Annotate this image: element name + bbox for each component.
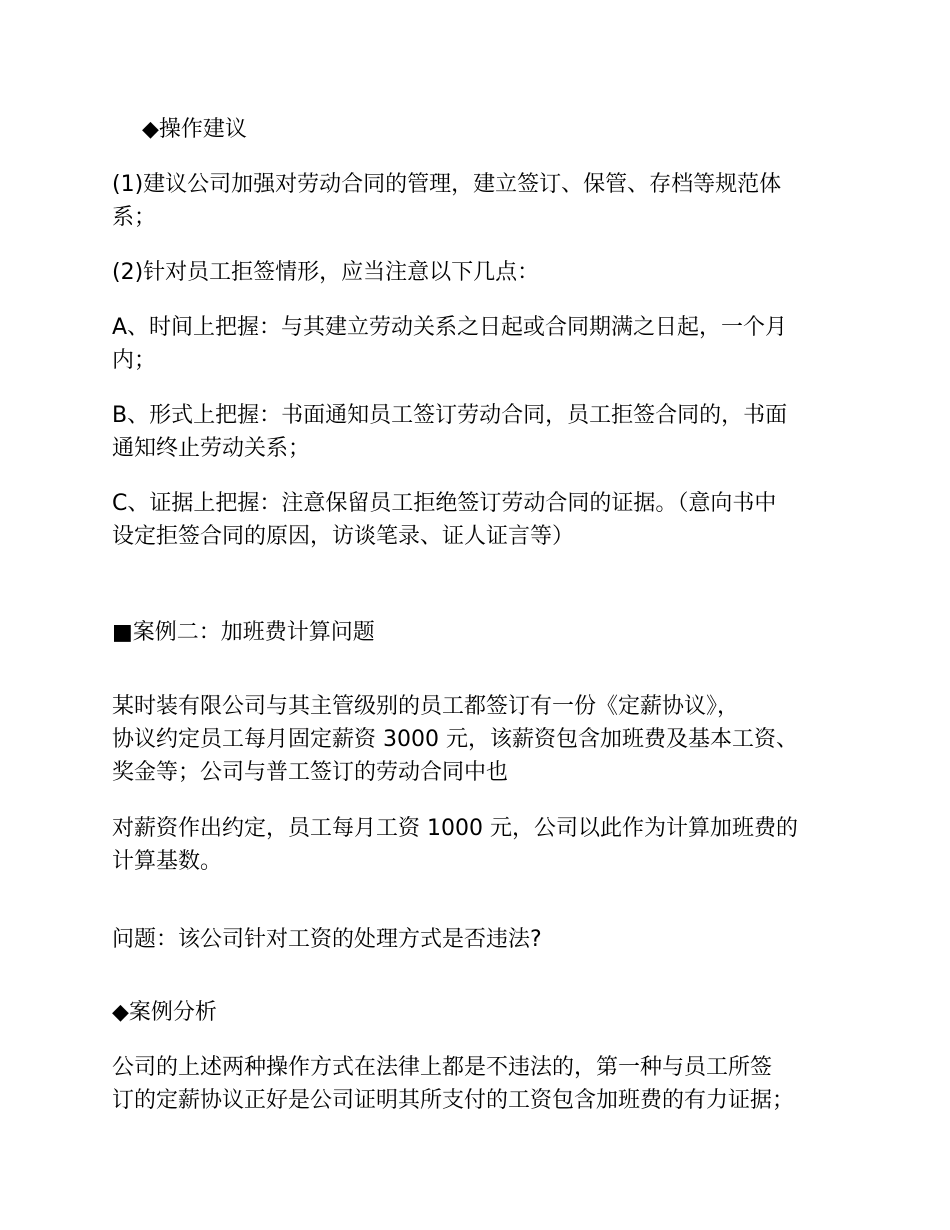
question-line: 问题：该公司针对工资的处理方式是否违法? xyxy=(112,927,542,952)
point-b-line-1: B、形式上把握：书面通知员工签订劳动合同，员工拒签合同的，书面 xyxy=(112,403,788,428)
point-a-line-2: 内； xyxy=(112,348,157,373)
suggestion-2: (2)针对员工拒签情形，应当注意以下几点： xyxy=(112,260,540,285)
suggestion-1-line-2: 系； xyxy=(112,205,157,230)
analysis-line-2: 订的定薪协议正好是公司证明其所支付的工资包含加班费的有力证据； xyxy=(112,1088,795,1113)
point-b-line-2: 通知终止劳动关系； xyxy=(112,436,311,461)
case-paragraph-1-line-3: 奖金等；公司与普工签订的劳动合同中也 xyxy=(112,760,509,785)
point-c-line-1: C、证据上把握：注意保留员工拒绝签订劳动合同的证据。（意向书中 xyxy=(112,491,777,516)
analysis-line-1: 公司的上述两种操作方式在法律上都是不违法的，第一种与员工所签 xyxy=(112,1055,773,1080)
case-paragraph-2-line-1: 对薪资作出约定，员工每月工资 1000 元，公司以此作为计算加班费的 xyxy=(112,816,798,841)
operation-suggestion-heading: ◆操作建议 xyxy=(142,117,247,142)
case-paragraph-1-line-2: 协议约定员工每月固定薪资 3000 元，该薪资包含加班费及基本工资、 xyxy=(112,727,798,752)
case-paragraph-1-line-1: 某时装有限公司与其主管级别的员工都签订有一份《定薪协议》， xyxy=(112,694,740,719)
case-analysis-heading: ◆案例分析 xyxy=(112,1000,217,1025)
suggestion-1-line-1: (1)建议公司加强对劳动合同的管理，建立签订、保管、存档等规范体 xyxy=(112,172,782,197)
case-paragraph-2-line-2: 计算基数。 xyxy=(112,849,223,874)
point-c-line-2: 设定拒签合同的原因，访谈笔录、证人证言等） xyxy=(112,524,575,549)
point-a-line-1: A、时间上把握：与其建立劳动关系之日起或合同期满之日起，一个月 xyxy=(112,315,788,340)
case-two-heading: ■案例二：加班费计算问题 xyxy=(112,620,375,645)
